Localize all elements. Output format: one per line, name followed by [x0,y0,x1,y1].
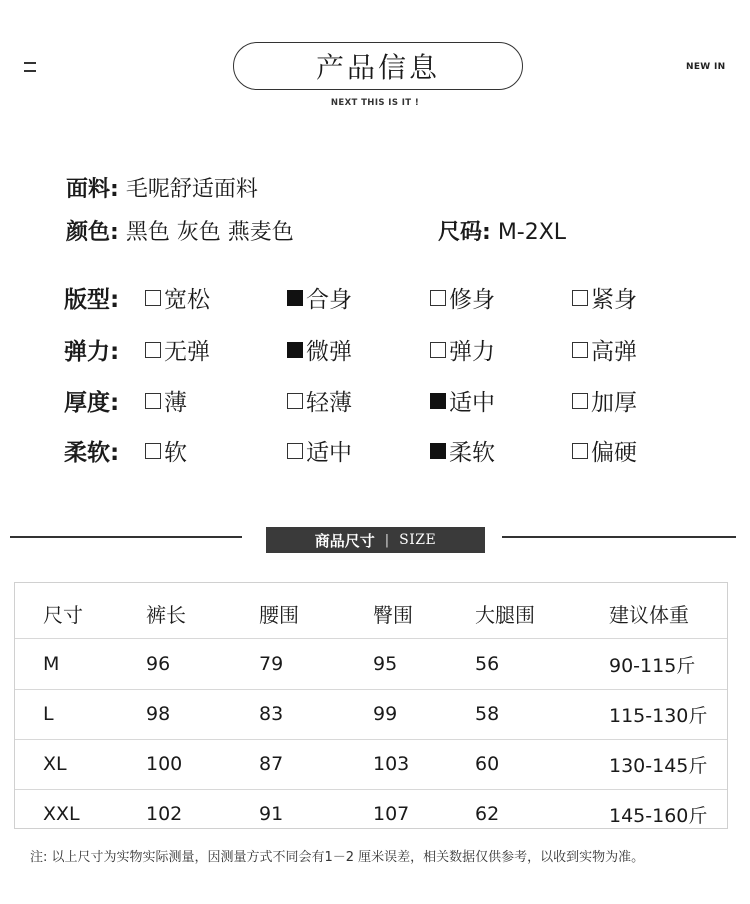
attribute-label: 弹力: [64,339,120,365]
attribute-option-label: 弹力 [449,339,495,365]
size-title-separator: | [384,532,390,548]
menu-icon [24,60,36,72]
cell-size: XXL [43,803,80,825]
fabric-info [66,172,258,203]
attribute-option-label: 柔软 [449,440,495,466]
cell-weight: 115-130斤 [609,704,708,727]
column-header-size: 尺寸 [43,602,83,627]
size-range-label: 尺码: [438,220,491,245]
fabric-label: 面料: [66,177,119,202]
size-title-en: SIZE [399,532,437,548]
cell-thigh: 58 [475,703,500,725]
attribute-option [287,434,352,467]
attribute-option-label: 偏硬 [591,440,637,466]
subtitle: NEXT THIS IS IT ! [330,98,420,108]
attribute-option [287,333,352,366]
cell-size: M [43,653,60,675]
attribute-label: 厚度: [64,390,120,416]
attribute-option-label: 适中 [306,440,352,466]
size-title-cn: 商品尺寸 [314,531,375,550]
divider-right [502,536,736,538]
attribute-option [572,333,637,366]
unchecked-box-icon [145,290,161,306]
attribute-option-label: 高弹 [591,339,637,365]
cell-waist: 79 [259,653,284,675]
unchecked-box-icon [572,290,588,306]
checked-box-icon [430,393,446,409]
cell-size: XL [43,753,67,775]
cell-length: 96 [146,653,171,675]
column-header-thigh: 大腿围 [475,602,535,627]
attribute-option [145,281,210,314]
cell-thigh: 60 [475,753,500,775]
color-value: 黑色 灰色 燕麦色 [125,220,294,245]
checked-box-icon [430,443,446,459]
checked-box-icon [287,342,303,358]
attribute-option [572,281,637,314]
page-title: 产品信息 [233,42,523,90]
cell-length: 102 [146,803,183,825]
attribute-option-label: 宽松 [164,287,210,313]
unchecked-box-icon [430,290,446,306]
attribute-option [572,434,637,467]
attribute-label: 版型: [64,287,120,313]
attribute-option-label: 合身 [306,287,352,313]
attribute-option [430,281,495,314]
cell-thigh: 56 [475,653,500,675]
cell-weight: 145-160斤 [609,804,708,827]
table-row [15,639,727,690]
cell-waist: 87 [259,753,284,775]
unchecked-box-icon [572,443,588,459]
attribute-option-label: 加厚 [591,390,637,416]
table-row [15,739,727,790]
table-row [15,789,727,839]
cell-waist: 91 [259,803,284,825]
new-in-label: NEW IN [686,62,726,72]
attribute-option-label: 轻薄 [306,390,352,416]
attribute-option [430,384,495,417]
attribute-option-label: 微弹 [306,339,352,365]
cell-length: 98 [146,703,171,725]
table-header-row [15,588,727,639]
cell-waist: 83 [259,703,284,725]
cell-hip: 95 [373,653,398,675]
checked-box-icon [287,290,303,306]
column-header-weight: 建议体重 [609,602,689,627]
attribute-option-label: 适中 [449,390,495,416]
divider-left [10,536,242,538]
measurement-note: 注: 以上尺寸为实物实际测量，因测量方式不同会有1－2 厘米误差，相关数据仅供参考，以收到实物为准。 [30,850,645,865]
size-section-banner [266,527,485,553]
attribute-label: 柔软: [64,440,120,466]
table-row [15,689,727,740]
attribute-option [287,281,352,314]
color-info [66,215,294,246]
attribute-option [145,384,187,417]
color-label: 颜色: [66,220,119,245]
size-table [14,582,728,829]
cell-weight: 90-115斤 [609,654,696,677]
attribute-option [430,333,495,366]
attribute-option-label: 软 [164,440,187,466]
attribute-option [145,434,187,467]
cell-thigh: 62 [475,803,500,825]
cell-weight: 130-145斤 [609,754,708,777]
column-header-hip: 臀围 [373,602,413,627]
unchecked-box-icon [145,342,161,358]
cell-hip: 99 [373,703,398,725]
cell-size: L [43,703,54,725]
size-info [438,215,566,246]
attribute-option [145,333,210,366]
unchecked-box-icon [430,342,446,358]
unchecked-box-icon [572,342,588,358]
unchecked-box-icon [145,443,161,459]
cell-hip: 107 [373,803,410,825]
column-header-waist: 腰围 [259,602,299,627]
unchecked-box-icon [145,393,161,409]
fabric-value: 毛呢舒适面料 [125,177,258,202]
attribute-option [572,384,637,417]
unchecked-box-icon [287,393,303,409]
cell-length: 100 [146,753,183,775]
attribute-option [287,384,352,417]
cell-hip: 103 [373,753,410,775]
attribute-option-label: 紧身 [591,287,637,313]
attribute-option-label: 无弹 [164,339,210,365]
column-header-length: 裤长 [146,602,186,627]
attribute-option-label: 薄 [164,390,187,416]
size-range-value: M-2XL [497,220,567,245]
unchecked-box-icon [572,393,588,409]
attribute-option [430,434,495,467]
attribute-option-label: 修身 [449,287,495,313]
unchecked-box-icon [287,443,303,459]
